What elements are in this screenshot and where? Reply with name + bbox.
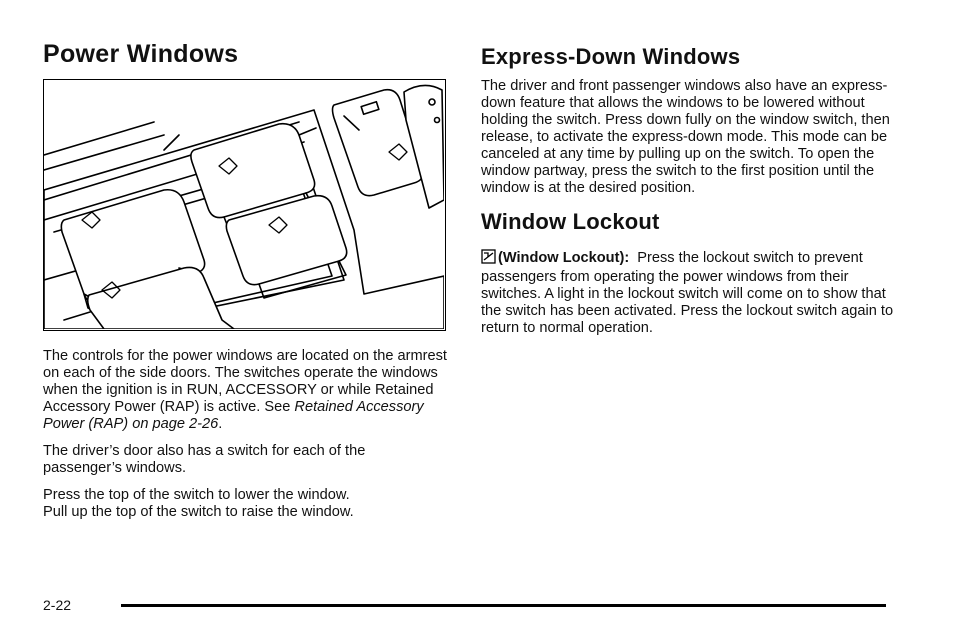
heading-express-down: Express-Down Windows bbox=[481, 44, 741, 69]
rap-reference-link[interactable]: Retained Accessory Power (RAP) on page 2-26 bbox=[43, 399, 424, 432]
right-column bbox=[481, 44, 901, 347]
heading-power-windows: Power Windows bbox=[43, 40, 239, 68]
lockout-label: (Window Lockout): bbox=[498, 250, 630, 266]
page-number: 2-22 bbox=[43, 597, 72, 613]
para-press-top bbox=[43, 487, 448, 521]
para-express-down: The driver and front passenger windows also have an express-down feature that allows the windows to be lowered without holding the switch. Press down fully on the window switch, then release, to activate the express-down mode. This mode can be canceled at any time by pulling up on the switch. To open the window partway, press the switch to the first position until the window is at the desired position. bbox=[481, 78, 890, 196]
para-controls-end: . bbox=[218, 416, 223, 432]
left-column bbox=[43, 40, 448, 531]
press-line-1: Press the top of the switch to lower the window. bbox=[43, 487, 350, 503]
lockout-text: Press the lockout switch to prevent passengers from operating the power windows from their switches. A light in the lockout switch will come on to show that the switch has been activated. Press the lockout switch again to return to normal operation. bbox=[481, 250, 894, 336]
window-switch-illustration bbox=[43, 79, 446, 331]
window-lockout-icon bbox=[481, 249, 496, 269]
page-footer bbox=[43, 597, 886, 617]
para-driver-door: The driver’s door also has a switch for each of the passenger’s windows. bbox=[43, 443, 366, 476]
para-lockout bbox=[481, 249, 901, 337]
para-controls-text: The controls for the power windows are located on the armrest on each of the side doors. The switches operate the windows when the ignition is in RUN, ACCESSORY or while Retained Accessory Power (RAP) is active. See bbox=[43, 348, 447, 415]
footer-rule bbox=[121, 604, 886, 607]
heading-window-lockout: Window Lockout bbox=[481, 209, 660, 234]
para-controls bbox=[43, 348, 448, 433]
press-line-2: Pull up the top of the switch to raise the window. bbox=[43, 504, 354, 520]
